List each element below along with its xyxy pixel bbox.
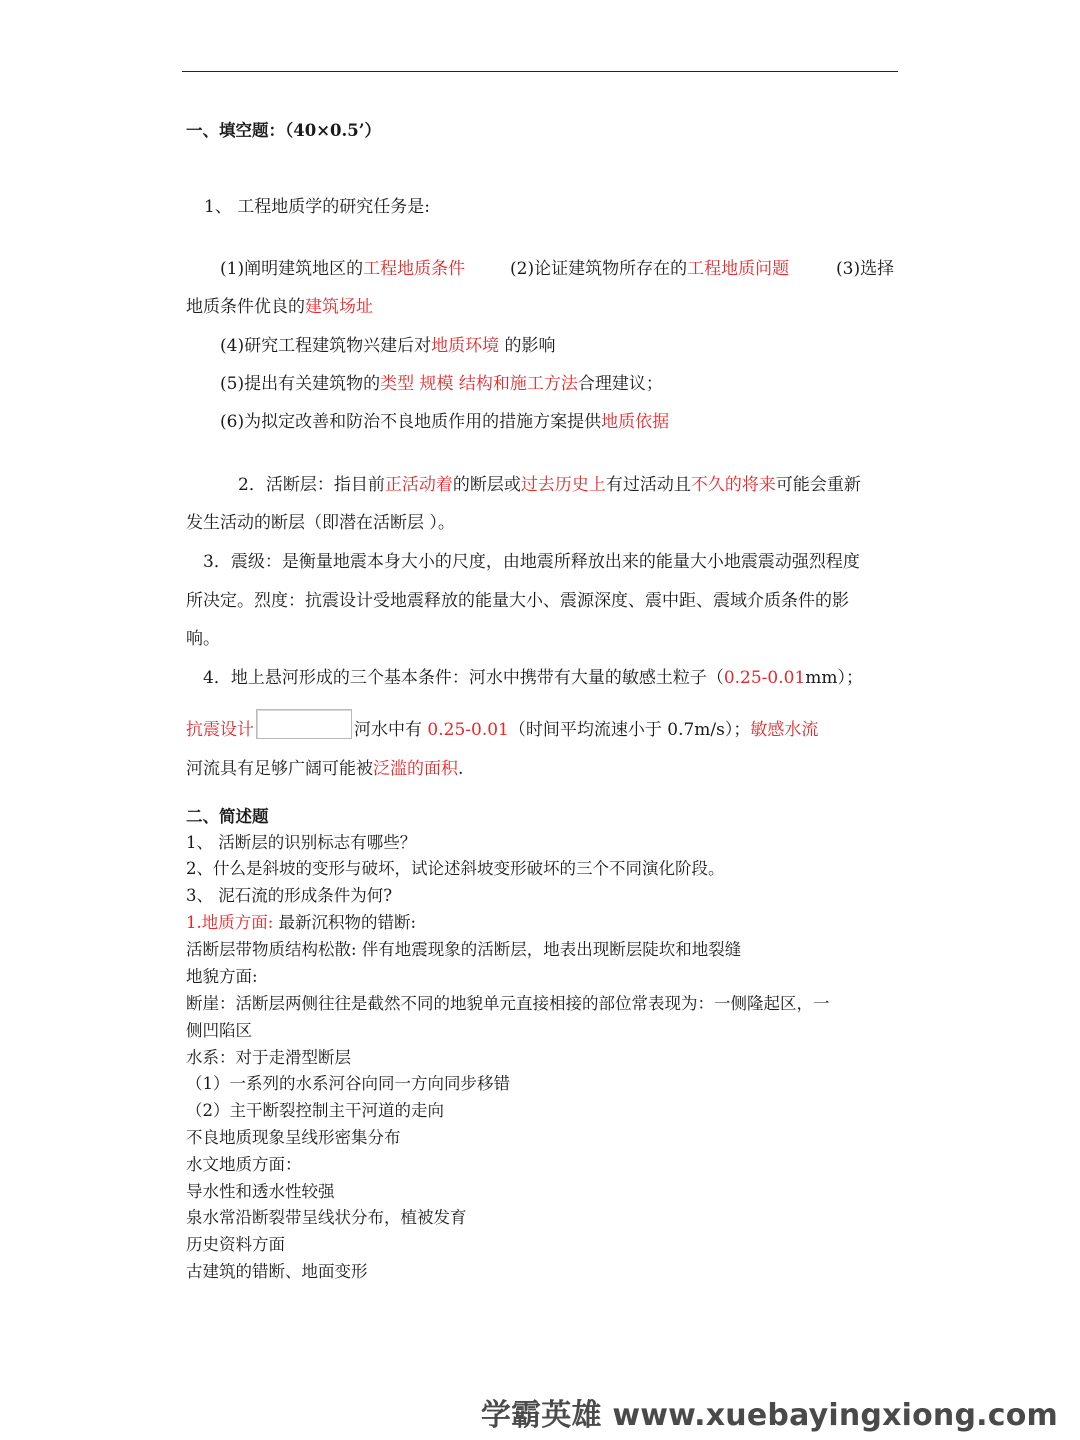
q1-item1-answer: 工程地质条件 <box>363 259 466 279</box>
q1-item3-answer: 建筑场址 <box>305 297 373 317</box>
q4-text-d: （时间平均流速小于 0.7m/s）； <box>508 720 751 740</box>
s2-line4-red: 1.地质方面: <box>186 913 274 932</box>
footer-watermark: 学霸英雄 www.xuebayingxiong.com <box>480 1398 1058 1433</box>
q4-answer-3: 0.25-0.01 <box>427 720 509 740</box>
s2-line7: 断崖：活断层两侧往往是截然不同的地貌单元直接相接的部位常表现为：一侧隆起区，一 <box>186 994 830 1013</box>
q3-line1: 3．震级：是衡量地震本身大小的尺度，由地震所释放出来的能量大小地震震动强烈程度 <box>203 552 860 572</box>
q4-text-f: . <box>458 759 464 779</box>
s2-line4 <box>186 912 416 934</box>
s2-line5: 活断层带物质结构松散: 伴有地震现象的活断层，地表出现断层陡坎和地裂缝 <box>186 940 742 959</box>
s2-line11: （2）主干断裂控制主干河道的走向 <box>186 1101 444 1120</box>
q1-item3-text: 地质条件优良的 <box>186 297 305 317</box>
q4-answer-2: 抗震设计 <box>186 720 254 740</box>
q4-text-b: mm）； <box>805 668 864 688</box>
q2-text-b: 的断层或 <box>452 475 521 495</box>
s2-line6: 地貌方面: <box>186 967 258 986</box>
q2-answer-1: 正活动着 <box>384 475 453 495</box>
q2-text-a: 2．活断层：指目前 <box>238 475 385 495</box>
q2-text-c: 有过活动且 <box>605 475 691 495</box>
q1-item6 <box>220 411 669 433</box>
s2-line12: 不良地质现象呈线形密集分布 <box>186 1128 401 1147</box>
q1-item2-answer: 工程地质问题 <box>687 259 790 279</box>
s2-line4-text: 最新沉积物的错断: <box>273 913 417 932</box>
s2-line2: 2、什么是斜坡的变形与破坏，试论述斜坡变形破坏的三个不同演化阶段。 <box>186 859 725 878</box>
q1-stem: 1、 工程地质学的研究任务是: <box>204 197 430 217</box>
q1-item3-start: (3)选择 <box>836 259 895 279</box>
q1-item2-text: (2)论证建筑物所存在的 <box>510 259 688 279</box>
s2-line16: 历史资料方面 <box>186 1235 285 1254</box>
q1-item5 <box>220 373 663 395</box>
q1-item4-answer: 地质环境 <box>431 336 500 356</box>
header-rule <box>182 71 898 72</box>
q4-text-a: 4．地上悬河形成的三个基本条件：河水中携带有大量的敏感土粒子（ <box>203 668 724 688</box>
section2-title: 二、简述题 <box>186 807 269 826</box>
q1-item5-tail: 合理建议； <box>577 374 663 394</box>
q4-answer-4: 敏感水流 <box>750 720 819 740</box>
q1-item1-text: (1)阐明建筑地区的 <box>220 259 364 279</box>
q4-answer-1: 0.25-0.01 <box>723 668 806 688</box>
answer-blank-box[interactable] <box>256 709 352 739</box>
s2-line14: 导水性和透水性较强 <box>186 1182 335 1201</box>
s2-line3: 3、 泥石流的形成条件为何? <box>186 886 393 905</box>
s2-line10: （1）一系列的水系河谷向同一方向同步移错 <box>186 1074 510 1093</box>
q1-item6-text: (6)为拟定改善和防治不良地质作用的措施方案提供 <box>220 412 602 432</box>
q1-item3-cont <box>186 296 373 318</box>
q2-answer-3: 不久的将来 <box>690 475 776 495</box>
q1-item5-text: (5)提出有关建筑物的 <box>220 374 381 394</box>
q3-line3: 响。 <box>186 629 220 649</box>
s2-line17: 古建筑的错断、地面变形 <box>186 1262 368 1281</box>
q4-text-e: 河流具有足够广阔可能被 <box>186 759 373 779</box>
q4-line3 <box>186 758 463 780</box>
q1-item4-tail: 的影响 <box>499 336 556 356</box>
s2-line9: 水系：对于走滑型断层 <box>186 1048 351 1067</box>
q4-answer-5: 泛滥的面积 <box>373 759 458 779</box>
s2-line15: 泉水常沿断裂带呈线状分布，植被发育 <box>186 1208 467 1227</box>
q4-text-c: 河水中有 <box>354 720 428 740</box>
q1-line1 <box>220 258 465 280</box>
q3-line2: 所决定。烈度：抗震设计受地震释放的能量大小、震源深度、震中距、震域介质条件的影 <box>186 591 849 611</box>
q1-item4 <box>220 335 556 357</box>
q2-line2: 发生活动的断层（即潜在活断层 ）。 <box>186 513 455 533</box>
q1-item4-text: (4)研究工程建筑物兴建后对 <box>220 336 432 356</box>
s2-line1: 1、 活断层的识别标志有哪些？ <box>186 833 417 852</box>
s2-line13: 水文地质方面： <box>186 1155 302 1174</box>
q1-item6-answer: 地质依据 <box>601 412 670 432</box>
q1-item2 <box>510 258 789 280</box>
s2-line8: 侧凹陷区 <box>186 1021 252 1040</box>
q4-line2 <box>186 709 818 741</box>
q2-line1 <box>238 474 861 496</box>
q1-item5-answer: 类型 规模 结构和施工方法 <box>380 374 578 394</box>
q2-text-d: 可能会重新 <box>775 475 861 495</box>
q2-answer-2: 过去历史上 <box>520 475 606 495</box>
q4-line1 <box>203 667 863 689</box>
section1-title: 一、填空题：（40×0.5’） <box>186 121 381 140</box>
